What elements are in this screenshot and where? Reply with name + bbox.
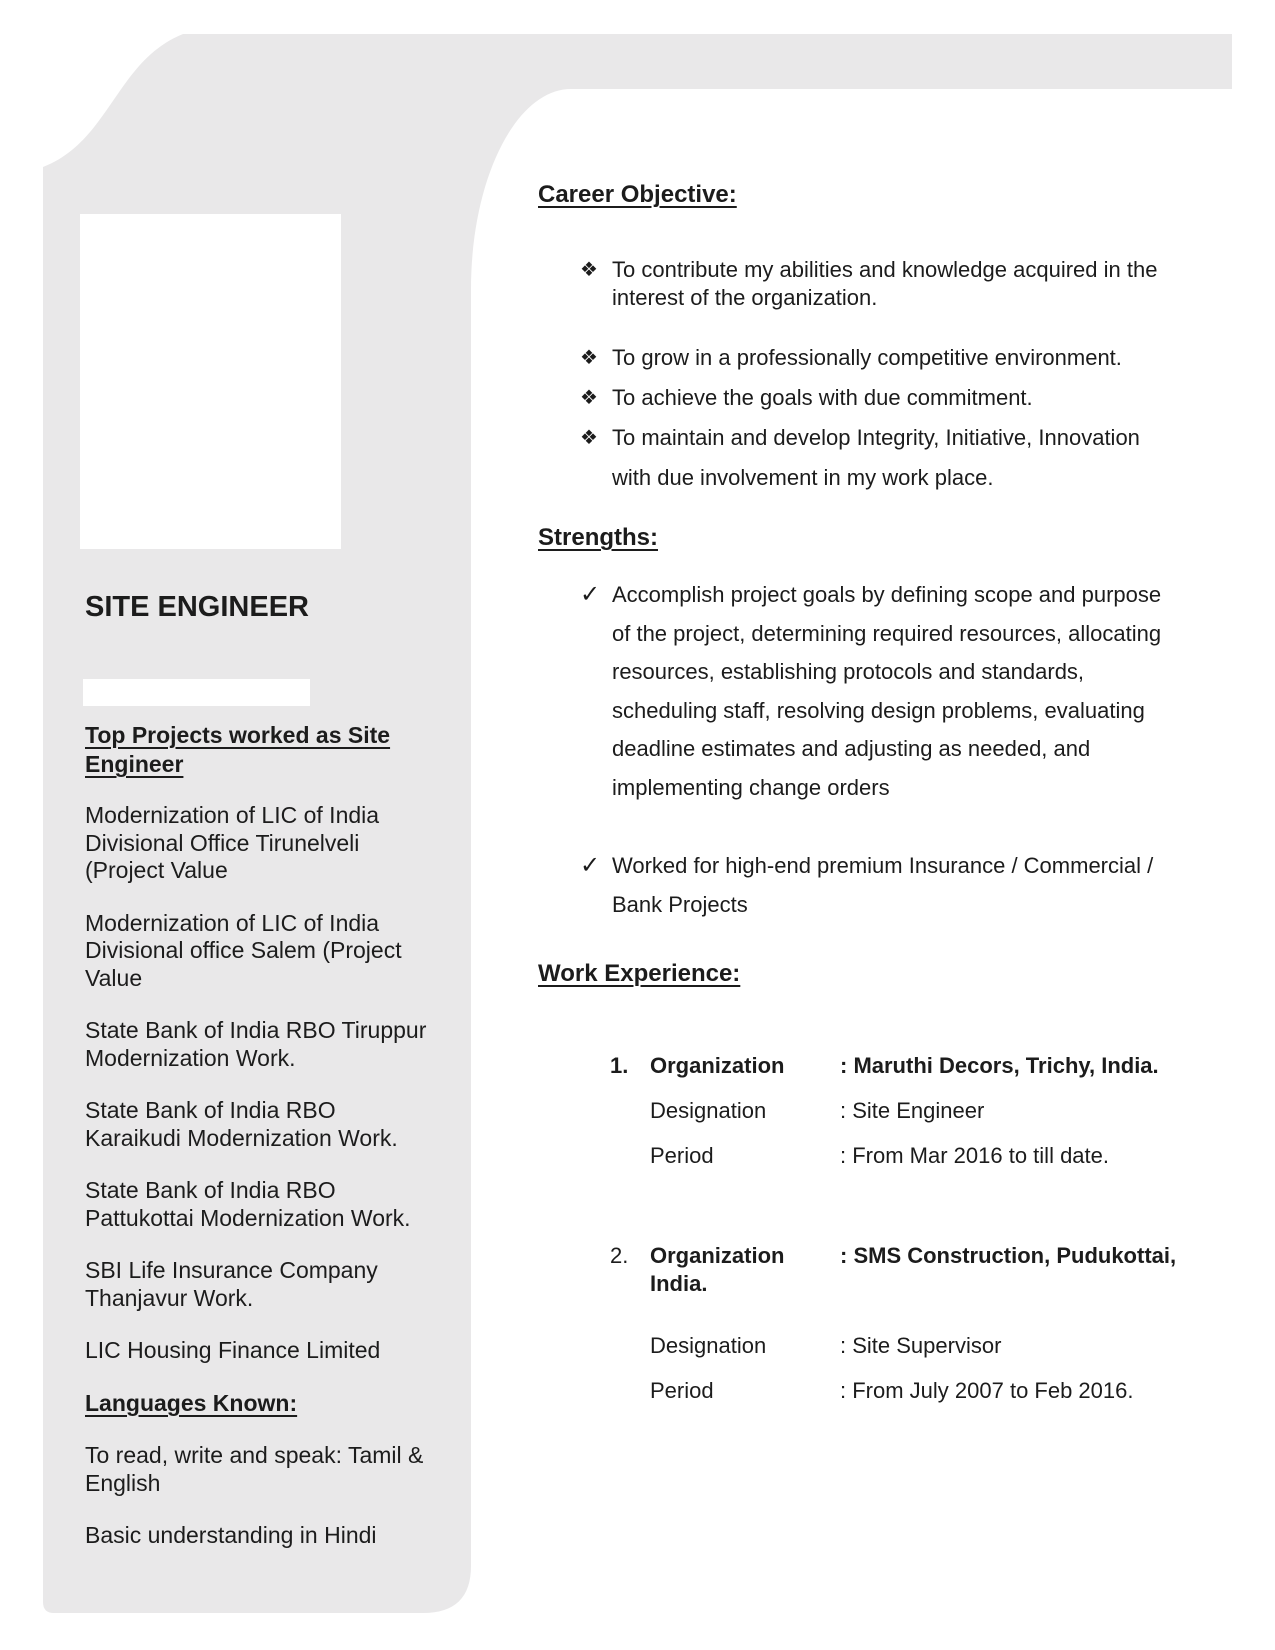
strength-line: scheduling staff, resolving design problems, evaluating (612, 697, 1145, 723)
organization-row (610, 1052, 1159, 1080)
objective-line: interest of the organization. (612, 285, 878, 310)
checkmark-icon: ✓ (580, 852, 601, 879)
strength-item (538, 576, 1161, 807)
strength-item (538, 847, 1161, 924)
heading-line: Top Projects worked as Site (85, 722, 391, 748)
objective-item (538, 418, 1157, 498)
project-line: Modernization of LIC of India (85, 909, 380, 936)
project-line: Thanjavur Work. (85, 1284, 254, 1311)
objective-item (538, 256, 1157, 312)
project-item (85, 1177, 455, 1232)
project-line: Karaikudi Modernization Work. (85, 1124, 398, 1151)
designation-value: : Site Supervisor (840, 1333, 1002, 1358)
strength-line: implementing change orders (612, 774, 890, 800)
languages-heading: Languages Known: (85, 1389, 298, 1416)
period-row (610, 1377, 1176, 1405)
project-line: Value (85, 964, 143, 991)
strength-line: resources, establishing protocols and standards, (612, 659, 1085, 684)
language-item (85, 1442, 455, 1497)
designation-label: Designation (650, 1098, 767, 1123)
project-item (85, 1017, 455, 1072)
project-item (85, 802, 455, 885)
period-label: Period (650, 1378, 714, 1403)
period-row (610, 1142, 1159, 1170)
organization-value: : Maruthi Decors, Trichy, India. (840, 1053, 1159, 1078)
item-number: 2. (610, 1243, 629, 1268)
career-objective-heading: Career Objective: (538, 181, 737, 208)
objective-line: To contribute my abilities and knowledge acquired in the (612, 257, 1158, 282)
diamond-bullet-icon: ❖ (580, 427, 598, 449)
project-item (85, 1097, 455, 1152)
career-objective-list (538, 256, 1157, 498)
work-experience-item (538, 1242, 1176, 1405)
organization-label-line: Organization (650, 1243, 785, 1268)
name-redacted-bar (83, 679, 310, 706)
organization-label: Organization (650, 1053, 785, 1078)
objective-line: with due involvement in my work place. (612, 465, 994, 490)
checkmark-icon: ✓ (580, 581, 601, 608)
heading-line: Engineer (85, 751, 184, 777)
project-line: Divisional office Salem (Project (85, 937, 402, 963)
designation-label: Designation (650, 1333, 767, 1358)
period-value: : From Mar 2016 to till date. (840, 1143, 1109, 1168)
item-number: 1. (610, 1053, 629, 1078)
strength-line: Accomplish project goals by defining scope and purpose (612, 582, 1162, 607)
top-projects-heading (85, 721, 390, 779)
objective-line: To maintain and develop Integrity, Initiative, Innovation (612, 425, 1140, 450)
job-title: SITE ENGINEER (85, 591, 309, 623)
project-line: State Bank of India RBO Tiruppur (85, 1017, 427, 1043)
project-line: Modernization of LIC of India (85, 802, 380, 828)
language-line: To read, write and speak: Tamil & (85, 1442, 424, 1468)
project-item (85, 910, 455, 993)
period-value: : From July 2007 to Feb 2016. (840, 1378, 1134, 1403)
project-line: Divisional Office Tirunelveli (85, 829, 360, 856)
strength-line: deadline estimates and adjusting as needed, and (612, 736, 1091, 761)
objective-item (538, 338, 1157, 378)
project-line: LIC Housing Finance Limited (85, 1337, 381, 1363)
objective-line: To achieve the goals with due commitment. (612, 385, 1033, 410)
diamond-bullet-icon: ❖ (580, 259, 598, 281)
designation-row (610, 1332, 1176, 1360)
project-line: SBI Life Insurance Company (85, 1257, 378, 1283)
language-item (85, 1522, 455, 1550)
period-label: Period (650, 1143, 714, 1168)
strength-line: of the project, determining required resources, allocating (612, 620, 1162, 646)
strengths-list (538, 576, 1161, 924)
organization-value: : SMS Construction, Pudukottai, (840, 1243, 1177, 1268)
organization-label-line: India. (650, 1271, 708, 1296)
language-line: Basic understanding in Hindi (85, 1522, 377, 1548)
organization-label (650, 1242, 840, 1298)
project-line: State Bank of India RBO (85, 1097, 336, 1123)
project-line: Modernization Work. (85, 1044, 296, 1071)
strengths-heading: Strengths: (538, 524, 658, 551)
sidebar-projects-section (85, 802, 455, 1575)
diamond-bullet-icon: ❖ (580, 387, 598, 409)
organization-row (610, 1242, 1176, 1298)
designation-value: : Site Engineer (840, 1098, 985, 1123)
project-line: (Project Value (85, 857, 228, 883)
language-line: English (85, 1469, 161, 1496)
strength-line: Bank Projects (612, 891, 748, 917)
work-experience-item (538, 1052, 1159, 1170)
objective-line: To grow in a professionally competitive environment. (612, 345, 1122, 370)
objective-item (538, 378, 1157, 418)
strength-line: Worked for high-end premium Insurance / Commercial / (612, 853, 1154, 878)
project-line: State Bank of India RBO (85, 1177, 336, 1203)
project-item (85, 1257, 455, 1312)
project-item (85, 1337, 455, 1365)
photo-placeholder (80, 214, 341, 549)
designation-row (610, 1097, 1159, 1125)
project-line: Pattukottai Modernization Work. (85, 1204, 411, 1231)
work-experience-heading: Work Experience: (538, 960, 741, 987)
diamond-bullet-icon: ❖ (580, 347, 598, 369)
